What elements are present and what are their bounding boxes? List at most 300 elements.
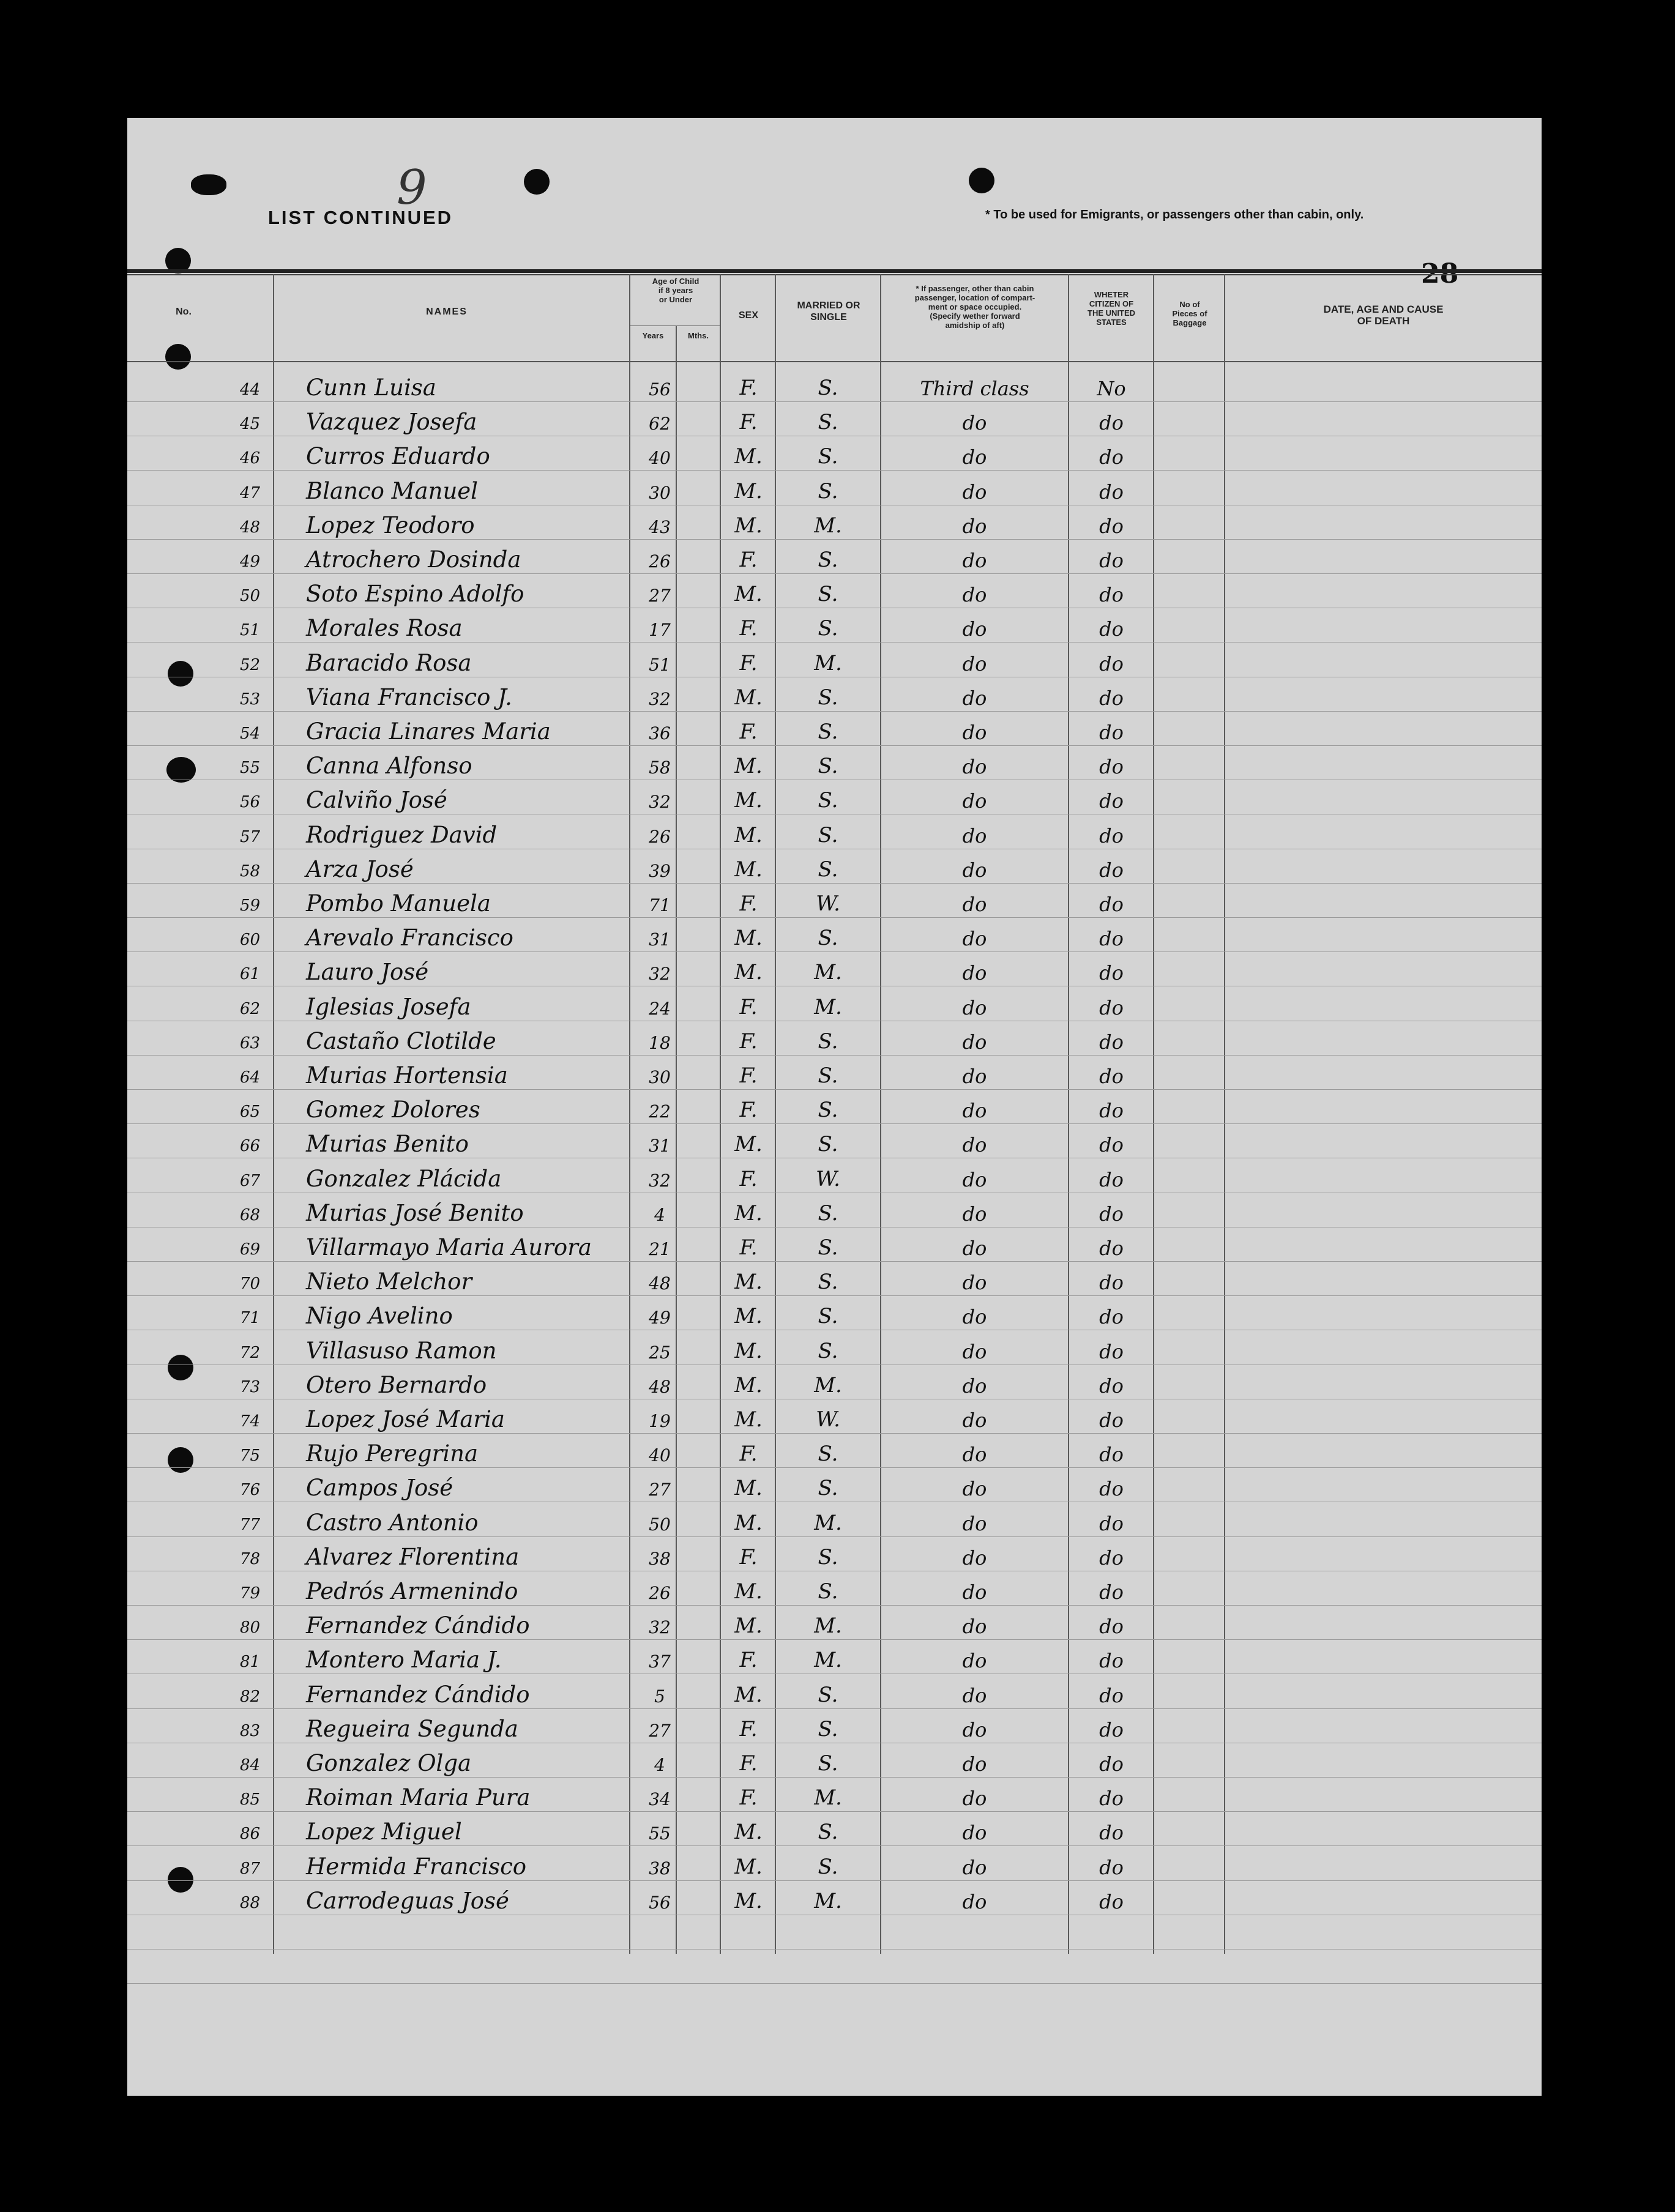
age-years: 18 (649, 1033, 671, 1053)
passenger-name: Gonzalez Olga (306, 1750, 472, 1776)
age-years: 21 (649, 1239, 671, 1259)
citizen-status: do (1099, 1752, 1124, 1776)
row-number: 49 (240, 553, 261, 571)
page-title: LIST CONTINUED (268, 207, 453, 228)
citizen-status: do (1099, 1099, 1124, 1122)
table-row (0, 507, 1675, 542)
table-row (0, 1401, 1675, 1436)
marital-status: S. (818, 1304, 838, 1328)
age-years: 5 (654, 1686, 665, 1707)
sex: M. (734, 1373, 763, 1398)
passenger-name: Arevalo Francisco (306, 925, 513, 951)
citizen-status: do (1099, 549, 1124, 572)
location: Third class (920, 377, 1029, 400)
table-row (0, 817, 1675, 851)
age-years: 36 (649, 723, 671, 743)
marital-status: M. (814, 1889, 842, 1913)
row-number: 69 (240, 1240, 261, 1259)
citizen-status: do (1099, 652, 1124, 676)
passenger-name: Lopez José Maria (306, 1406, 505, 1432)
location: do (962, 1340, 987, 1363)
location: do (962, 1787, 987, 1810)
passenger-name: Villarmayo Maria Aurora (306, 1234, 592, 1261)
sex: M. (734, 1304, 763, 1328)
sex: F. (739, 720, 758, 744)
citizen-status: do (1099, 1202, 1124, 1226)
marital-status: M. (814, 651, 842, 676)
sex: M. (734, 479, 763, 504)
sex: M. (734, 1820, 763, 1844)
row-number: 84 (240, 1756, 261, 1774)
table-row (0, 989, 1675, 1023)
age-years: 30 (649, 1067, 671, 1087)
passenger-name: Gomez Dolores (306, 1097, 480, 1123)
row-number: 58 (240, 862, 261, 881)
citizen-status: do (1099, 445, 1124, 469)
passenger-name: Pombo Manuela (306, 890, 491, 917)
location: do (962, 1649, 987, 1672)
passenger-name: Carrodeguas José (306, 1888, 509, 1914)
row-number: 60 (240, 931, 261, 949)
marital-status: M. (814, 1614, 842, 1638)
punch-hole (165, 344, 191, 370)
table-row (0, 1126, 1675, 1160)
sex: M. (734, 685, 763, 710)
marital-status: S. (818, 926, 838, 950)
col-baggage: No of Pieces of Baggage (1172, 300, 1207, 327)
row-number: 59 (240, 896, 261, 915)
row-number: 86 (240, 1825, 261, 1843)
table-row (0, 1814, 1675, 1848)
punch-hole (524, 169, 550, 195)
page-mark: 9 (397, 160, 427, 215)
sex: M. (734, 1201, 763, 1226)
table-row (0, 713, 1675, 748)
citizen-status: do (1099, 1821, 1124, 1844)
location: do (962, 1615, 987, 1638)
table-row (0, 679, 1675, 713)
marital-status: S. (818, 1751, 838, 1776)
citizen-status: do (1099, 927, 1124, 950)
row-number: 46 (240, 449, 261, 467)
table-row (0, 370, 1675, 404)
sex: F. (739, 1167, 758, 1191)
passenger-name: Castaño Clotilde (306, 1028, 496, 1054)
location: do (962, 1305, 987, 1328)
location: do (962, 1237, 987, 1260)
location: do (962, 652, 987, 676)
citizen-status: do (1099, 1340, 1124, 1363)
passenger-name: Lopez Miguel (306, 1819, 462, 1845)
row-number: 55 (240, 759, 261, 777)
row-number: 45 (240, 415, 261, 433)
sex: M. (734, 1339, 763, 1363)
table-row (0, 1367, 1675, 1401)
location: do (962, 961, 987, 985)
sex: M. (734, 513, 763, 538)
sex: M. (734, 857, 763, 882)
sex: F. (739, 1648, 758, 1672)
passenger-name: Lauro José (306, 959, 429, 985)
age-years: 38 (649, 1858, 671, 1879)
sex: M. (734, 1579, 763, 1604)
passenger-name: Villasuso Ramon (306, 1338, 497, 1364)
row-number: 50 (240, 587, 261, 605)
row-number: 72 (240, 1344, 261, 1362)
passenger-name: Gonzalez Plácida (306, 1166, 502, 1192)
age-years: 32 (649, 1171, 671, 1191)
passenger-name: Canna Alfonso (306, 753, 472, 779)
marital-status: M. (814, 1373, 842, 1398)
location: do (962, 1374, 987, 1398)
row-number: 83 (240, 1722, 261, 1740)
table-row (0, 1195, 1675, 1229)
sex: M. (734, 788, 763, 813)
col-married: MARRIED OR SINGLE (797, 300, 860, 322)
age-years: 62 (649, 414, 671, 434)
marital-status: S. (818, 1855, 838, 1879)
citizen-status: do (1099, 687, 1124, 710)
row-number: 87 (240, 1860, 261, 1878)
age-years: 37 (649, 1652, 671, 1672)
table-row (0, 473, 1675, 507)
row-number: 77 (240, 1516, 261, 1534)
row-number: 73 (240, 1378, 261, 1396)
col-sex: SEX (738, 310, 758, 321)
age-years: 31 (649, 1136, 671, 1156)
age-years: 17 (649, 620, 671, 640)
location: do (962, 1168, 987, 1191)
marital-status: M. (814, 1648, 842, 1672)
marital-status: M. (814, 960, 842, 985)
row-number: 67 (240, 1172, 261, 1190)
row-number: 61 (240, 965, 261, 983)
sex: M. (734, 823, 763, 847)
row-number: 48 (240, 518, 261, 537)
sex: F. (739, 1029, 758, 1054)
col-no: No. (176, 307, 192, 317)
citizen-status: do (1099, 515, 1124, 538)
location: do (962, 1271, 987, 1294)
table-row (0, 1607, 1675, 1642)
sex: F. (739, 1545, 758, 1570)
table-row (0, 748, 1675, 782)
age-years: 51 (649, 655, 671, 675)
location: do (962, 549, 987, 572)
passenger-name: Fernandez Cándido (306, 1612, 530, 1639)
location: do (962, 1821, 987, 1844)
row-number: 44 (240, 381, 261, 399)
marital-status: S. (818, 823, 838, 847)
citizen-status: do (1099, 1512, 1124, 1535)
citizen-status: do (1099, 1477, 1124, 1500)
table-row (0, 610, 1675, 644)
sex: M. (734, 1614, 763, 1638)
location: do (962, 617, 987, 641)
marital-status: S. (818, 788, 838, 813)
table-row (0, 1745, 1675, 1779)
punch-hole (191, 174, 226, 195)
location: do (962, 480, 987, 504)
age-years: 4 (654, 1205, 665, 1225)
passenger-name: Atrochero Dosinda (306, 546, 521, 573)
marital-status: S. (818, 1201, 838, 1226)
passenger-name: Blanco Manuel (306, 478, 479, 504)
table-row (0, 1470, 1675, 1504)
row-number: 64 (240, 1068, 261, 1087)
row-number: 82 (240, 1688, 261, 1706)
marital-status: S. (818, 754, 838, 778)
marital-status: S. (818, 1717, 838, 1741)
location: do (962, 445, 987, 469)
sex: F. (739, 1442, 758, 1466)
age-years: 48 (649, 1273, 671, 1294)
passenger-name: Otero Bernardo (306, 1372, 487, 1398)
table-row (0, 1573, 1675, 1607)
table-row (0, 1677, 1675, 1711)
citizen-status: do (1099, 617, 1124, 641)
sex: M. (734, 754, 763, 778)
sex: M. (734, 1407, 763, 1432)
punch-hole (969, 168, 994, 193)
table-row (0, 954, 1675, 988)
table-row (0, 1057, 1675, 1092)
citizen-status: do (1099, 1271, 1124, 1294)
sex: M. (734, 1855, 763, 1879)
sex: M. (734, 960, 763, 985)
citizen-status: do (1099, 721, 1124, 744)
location: do (962, 893, 987, 916)
passenger-name: Alvarez Florentina (306, 1544, 520, 1570)
row-number: 62 (240, 1000, 261, 1018)
citizen-status: do (1099, 1684, 1124, 1707)
age-years: 38 (649, 1549, 671, 1569)
sex: F. (739, 1786, 758, 1810)
marital-status: S. (818, 720, 838, 744)
sex: M. (734, 926, 763, 950)
table-row (0, 1505, 1675, 1539)
sex: F. (739, 1063, 758, 1088)
citizen-status: do (1099, 996, 1124, 1019)
citizen-status: do (1099, 1718, 1124, 1741)
location: do (962, 1752, 987, 1776)
passenger-name: Vazquez Josefa (306, 409, 477, 435)
marital-status: M. (814, 1511, 842, 1535)
location: do (962, 824, 987, 847)
passenger-name: Regueira Segunda (306, 1716, 518, 1742)
location: do (962, 1512, 987, 1535)
age-years: 31 (649, 929, 671, 950)
citizen-status: do (1099, 1787, 1124, 1810)
table-row (0, 1092, 1675, 1126)
citizen-status: do (1099, 1581, 1124, 1604)
age-years: 48 (649, 1377, 671, 1397)
row-number: 56 (240, 793, 261, 811)
marital-status: S. (818, 548, 838, 572)
table-row (0, 851, 1675, 885)
col-months: Mths. (688, 331, 709, 340)
citizen-status: do (1099, 1237, 1124, 1260)
marital-status: S. (818, 1442, 838, 1466)
table-row (0, 645, 1675, 679)
age-years: 27 (649, 586, 671, 606)
passenger-name: Rujo Peregrina (306, 1440, 479, 1467)
location: do (962, 1202, 987, 1226)
age-years: 50 (649, 1514, 671, 1535)
row-number: 47 (240, 484, 261, 502)
table-row (0, 1161, 1675, 1195)
citizen-status: do (1099, 824, 1124, 847)
sex: F. (739, 548, 758, 572)
passenger-name: Calviño José (306, 787, 447, 813)
marital-status: S. (818, 1339, 838, 1363)
citizen-status: do (1099, 1133, 1124, 1156)
table-row (0, 1642, 1675, 1676)
passenger-name: Soto Espino Adolfo (306, 581, 524, 607)
row-number: 63 (240, 1034, 261, 1052)
location: do (962, 1133, 987, 1156)
age-years: 26 (649, 551, 671, 572)
age-years: 25 (649, 1342, 671, 1363)
passenger-name: Curros Eduardo (306, 443, 490, 469)
age-years: 43 (649, 517, 671, 537)
row-number: 68 (240, 1206, 261, 1224)
citizen-status: do (1099, 961, 1124, 985)
location: do (962, 1065, 987, 1088)
table-rule (127, 274, 1542, 275)
table-row (0, 920, 1675, 954)
age-years: 39 (649, 861, 671, 881)
marital-status: S. (818, 1098, 838, 1122)
passenger-name: Gracia Linares Maria (306, 718, 551, 745)
marital-status: S. (818, 1235, 838, 1260)
sex: M. (734, 1132, 763, 1156)
passenger-name: Murias Benito (306, 1131, 469, 1157)
col-death: DATE, AGE AND CAUSE OF DEATH (1323, 303, 1444, 327)
col-age-child: Age of Child if 8 years or Under (652, 277, 699, 304)
marital-status: S. (818, 1476, 838, 1500)
citizen-status: do (1099, 1856, 1124, 1879)
age-years: 71 (649, 895, 671, 915)
row-number: 74 (240, 1412, 261, 1431)
header-bottom-rule (127, 361, 1542, 362)
table-row (0, 1436, 1675, 1470)
table-row (0, 1298, 1675, 1332)
sex: M. (734, 444, 763, 469)
age-years: 55 (649, 1823, 671, 1844)
location: do (962, 1409, 987, 1432)
age-years: 27 (649, 1721, 671, 1741)
citizen-status: do (1099, 893, 1124, 916)
citizen-status: do (1099, 789, 1124, 813)
passenger-name: Montero Maria J. (306, 1647, 502, 1673)
col-years: Years (642, 331, 664, 340)
citizen-status: do (1099, 1065, 1124, 1088)
sex: M. (734, 582, 763, 606)
location: do (962, 1099, 987, 1122)
row-number: 79 (240, 1584, 261, 1603)
passenger-name: Pedrós Armenindo (306, 1578, 518, 1604)
location: do (962, 1443, 987, 1466)
row-rule (127, 1983, 1542, 1984)
passenger-name: Nieto Melchor (306, 1268, 472, 1295)
sex: F. (739, 616, 758, 641)
age-years: 26 (649, 1583, 671, 1603)
passenger-name: Baracido Rosa (306, 650, 472, 676)
sex: F. (739, 376, 758, 400)
marital-status: W. (816, 1167, 840, 1191)
passenger-name: Castro Antonio (306, 1510, 479, 1536)
row-number: 85 (240, 1790, 261, 1809)
location: do (962, 996, 987, 1019)
table-row (0, 782, 1675, 816)
age-years: 40 (649, 1445, 671, 1465)
location: do (962, 1477, 987, 1500)
citizen-status: do (1099, 1305, 1124, 1328)
row-number: 71 (240, 1309, 261, 1327)
sex: F. (739, 1717, 758, 1741)
marital-status: S. (818, 479, 838, 504)
marital-status: W. (816, 892, 840, 916)
table-row (0, 1023, 1675, 1057)
age-years: 49 (649, 1308, 671, 1328)
citizen-status: do (1099, 1409, 1124, 1432)
row-number: 57 (240, 828, 261, 846)
table-row (0, 404, 1675, 438)
citizen-status: do (1099, 858, 1124, 882)
age-years: 4 (654, 1755, 665, 1775)
citizen-status: do (1099, 755, 1124, 778)
marital-status: S. (818, 1820, 838, 1844)
row-number: 65 (240, 1103, 261, 1121)
citizen-status: do (1099, 480, 1124, 504)
location: do (962, 1718, 987, 1741)
table-row (0, 1711, 1675, 1745)
age-years: 26 (649, 827, 671, 847)
citizen-status: do (1099, 1615, 1124, 1638)
header-rule (127, 269, 1542, 273)
citizen-status: do (1099, 1443, 1124, 1466)
passenger-name: Iglesias Josefa (306, 994, 471, 1020)
passenger-name: Roiman Maria Pura (306, 1784, 531, 1811)
sex: M. (734, 1889, 763, 1913)
citizen-status: do (1099, 1374, 1124, 1398)
passenger-name: Arza José (306, 856, 414, 882)
row-number: 76 (240, 1481, 261, 1499)
age-years: 27 (649, 1480, 671, 1500)
col-names: NAMES (426, 307, 468, 317)
col-location: * If passenger, other than cabin passenger, location of compart- ment or space occupied. (Specify wether forward amidship of aft) (914, 284, 1035, 330)
age-years: 24 (649, 999, 671, 1019)
row-number: 88 (240, 1894, 261, 1912)
age-years: 56 (649, 379, 671, 400)
marital-status: S. (818, 1545, 838, 1570)
row-number: 51 (240, 621, 261, 639)
row-number: 54 (240, 724, 261, 743)
marital-status: S. (818, 685, 838, 710)
age-years: 30 (649, 483, 671, 503)
age-years: 34 (649, 1789, 671, 1809)
row-number: 75 (240, 1447, 261, 1465)
table-row (0, 1333, 1675, 1367)
location: do (962, 721, 987, 744)
passenger-name: Hermida Francisco (306, 1853, 527, 1880)
age-years: 56 (649, 1893, 671, 1913)
age-years: 32 (649, 964, 671, 984)
sex: M. (734, 1511, 763, 1535)
row-number: 81 (240, 1653, 261, 1671)
passenger-name: Murias José Benito (306, 1200, 524, 1226)
